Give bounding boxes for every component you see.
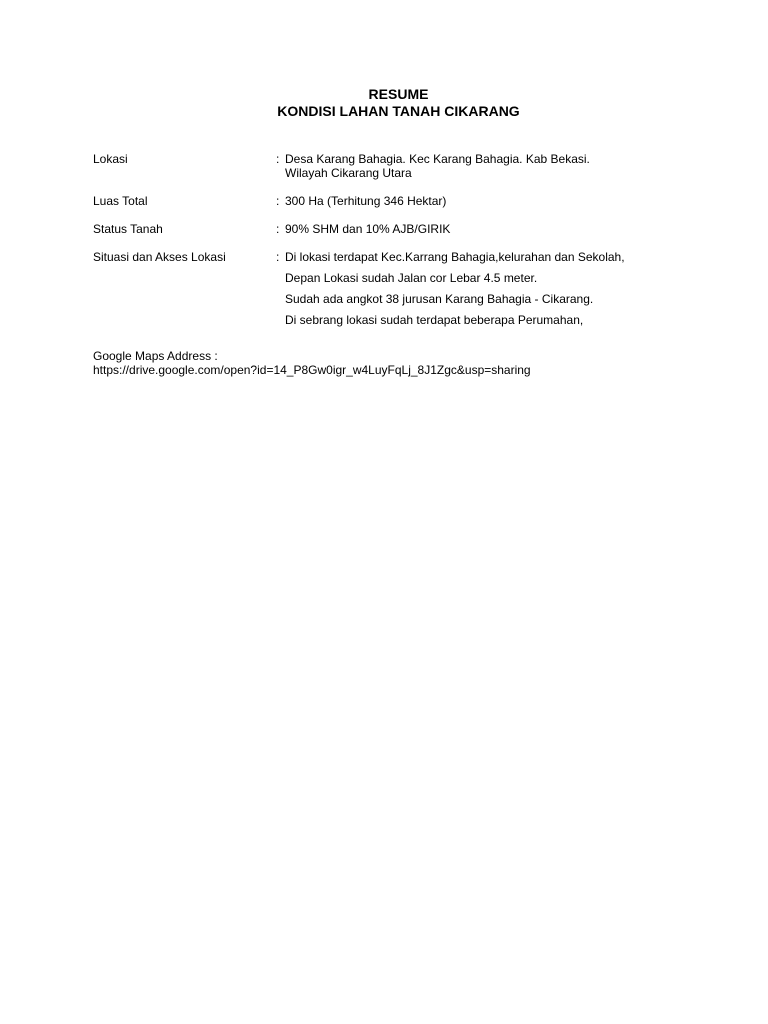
title-line-1: RESUME [368,86,429,102]
field-value [285,194,446,208]
value-line: Di lokasi terdapat Kec.Karrang Bahagia,kelurahan dan Sekolah, [285,250,625,264]
maps-label: Google Maps Address : [93,349,218,363]
field-label: Luas Total [93,194,148,208]
field-value [285,152,590,180]
value-line: Desa Karang Bahagia. Kec Karang Bahagia. Kab Bekasi. [285,152,590,166]
document-title [0,86,768,120]
field-value [285,250,625,334]
value-line: 90% SHM dan 10% AJB/GIRIK [285,222,451,236]
field-value [285,222,450,236]
field-label: Lokasi [93,152,128,166]
field-separator: : [276,152,280,166]
field-separator: : [276,222,280,236]
maps-url: https://drive.google.com/open?id=14_P8Gw0igr_w4LuyFqLj_8J1Zgc&usp=sharing [93,363,531,377]
field-label: Situasi dan Akses Lokasi [93,250,226,264]
value-line: Sudah ada angkot 38 jurusan Karang Bahagia - Cikarang. [285,292,594,306]
field-label: Status Tanah [93,222,163,236]
value-line: Wilayah Cikarang Utara [285,166,412,180]
value-line: 300 Ha (Terhitung 346 Hektar) [285,194,447,208]
field-separator: : [276,250,280,264]
value-line: Di sebrang lokasi sudah terdapat beberapa Perumahan, [285,313,584,327]
maps-address [93,349,531,377]
field-separator: : [276,194,280,208]
title-line-2: KONDISI LAHAN TANAH CIKARANG [277,103,520,119]
value-line: Depan Lokasi sudah Jalan cor Lebar 4.5 meter. [285,271,538,285]
